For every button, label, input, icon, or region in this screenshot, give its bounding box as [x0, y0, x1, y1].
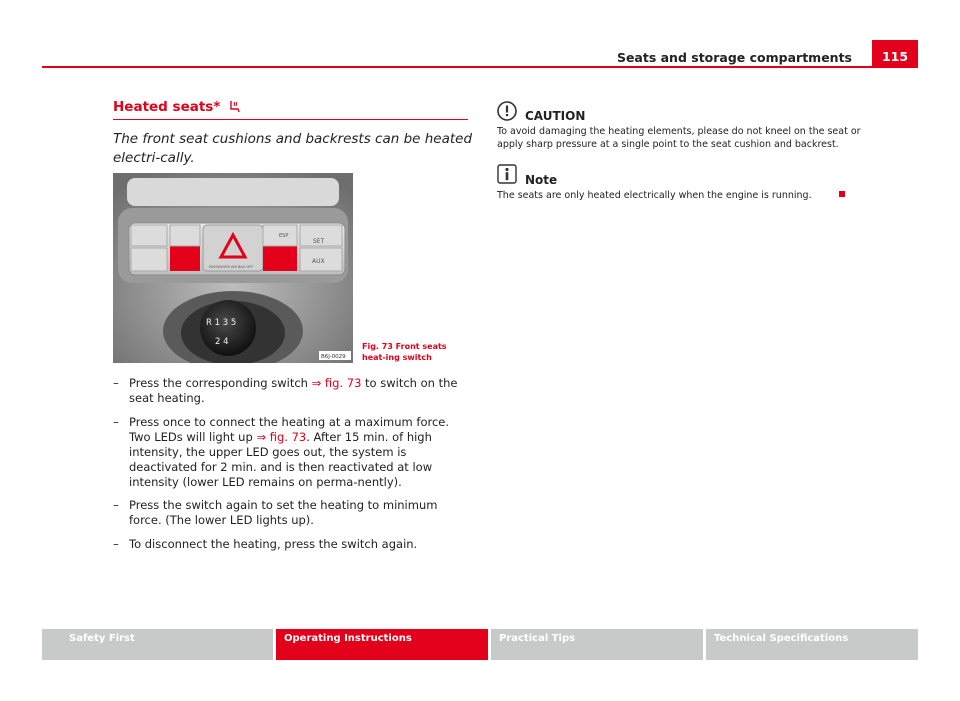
console-figure: [113, 173, 353, 363]
list-item: – To disconnect the heating, press the switch again.: [113, 536, 418, 551]
footer-tab-practical-tips[interactable]: Practical Tips: [491, 629, 703, 660]
figure-code: B6J-0029: [321, 354, 346, 360]
gear-pattern-bottom: 2 4: [215, 337, 229, 347]
caution-title: CAUTION: [525, 109, 586, 123]
gear-pattern-top: R 1 3 5: [206, 318, 237, 328]
page-number: 115: [872, 40, 918, 68]
bullet-dash: –: [113, 498, 119, 512]
caution-text: To avoid damaging the heating elements, please do not kneel on the seat or apply sharp pressure at a single point to the seat cushion and backrest.: [497, 126, 861, 150]
figure-reference-link[interactable]: ⇒ fig. 73: [256, 429, 307, 444]
section-title-text: Heated seats*: [113, 99, 221, 115]
list-item: – Press the switch again to set the heating to minimum force. (The lower LED lights up).: [113, 498, 438, 527]
end-of-section-mark: [839, 191, 845, 197]
console-illustration: [113, 173, 353, 363]
note-text: The seats are only heated electrically when the engine is running.: [497, 190, 812, 201]
note-title: Note: [525, 173, 558, 187]
list-item: – Press once to connect the heating at a maximum force. Two LEDs will light up ⇒ fig. 73. After 15 min. of high intensity, the upper LED goes out, the system is deactivated for 2 min. and is then reactivated at low intensity (lower LED remains on perma-nently).: [113, 414, 450, 489]
bullet-dash: –: [113, 414, 119, 429]
bullet-dash: –: [113, 376, 119, 390]
footer-tab-operating-instructions[interactable]: Operating Instructions: [276, 629, 488, 660]
section-lead: The front seat cushions and backrests can be heated electri-cally.: [113, 131, 473, 166]
header-rule: [42, 66, 918, 68]
figure-caption: Fig. 73 Front seats heat-ing switch: [362, 342, 447, 362]
figure-reference-link[interactable]: ⇒ fig. 73: [311, 376, 362, 390]
section-title: [113, 99, 241, 115]
airbag-label: PASSENGER AIR BAG OFF: [209, 265, 254, 269]
footer-nav: [42, 629, 918, 660]
seat-heating-icon: [228, 100, 241, 113]
footer-tab-technical-specifications[interactable]: Technical Specifications: [706, 629, 918, 660]
list-item: – Press the corresponding switch ⇒ fig. 73 to switch on the seat heating.: [113, 376, 458, 405]
running-header-title: Seats and storage compartments: [616, 50, 852, 65]
info-icon: [497, 164, 517, 184]
instruction-list: [113, 376, 473, 560]
aux-label: AUX: [312, 258, 325, 265]
bullet-dash: –: [113, 536, 119, 551]
esp-label: ESP: [279, 233, 289, 239]
caution-icon: [497, 101, 517, 121]
footer-tab-safety-first[interactable]: Safety First: [42, 629, 273, 660]
set-label: SET: [313, 238, 325, 245]
section-rule: [113, 119, 468, 120]
